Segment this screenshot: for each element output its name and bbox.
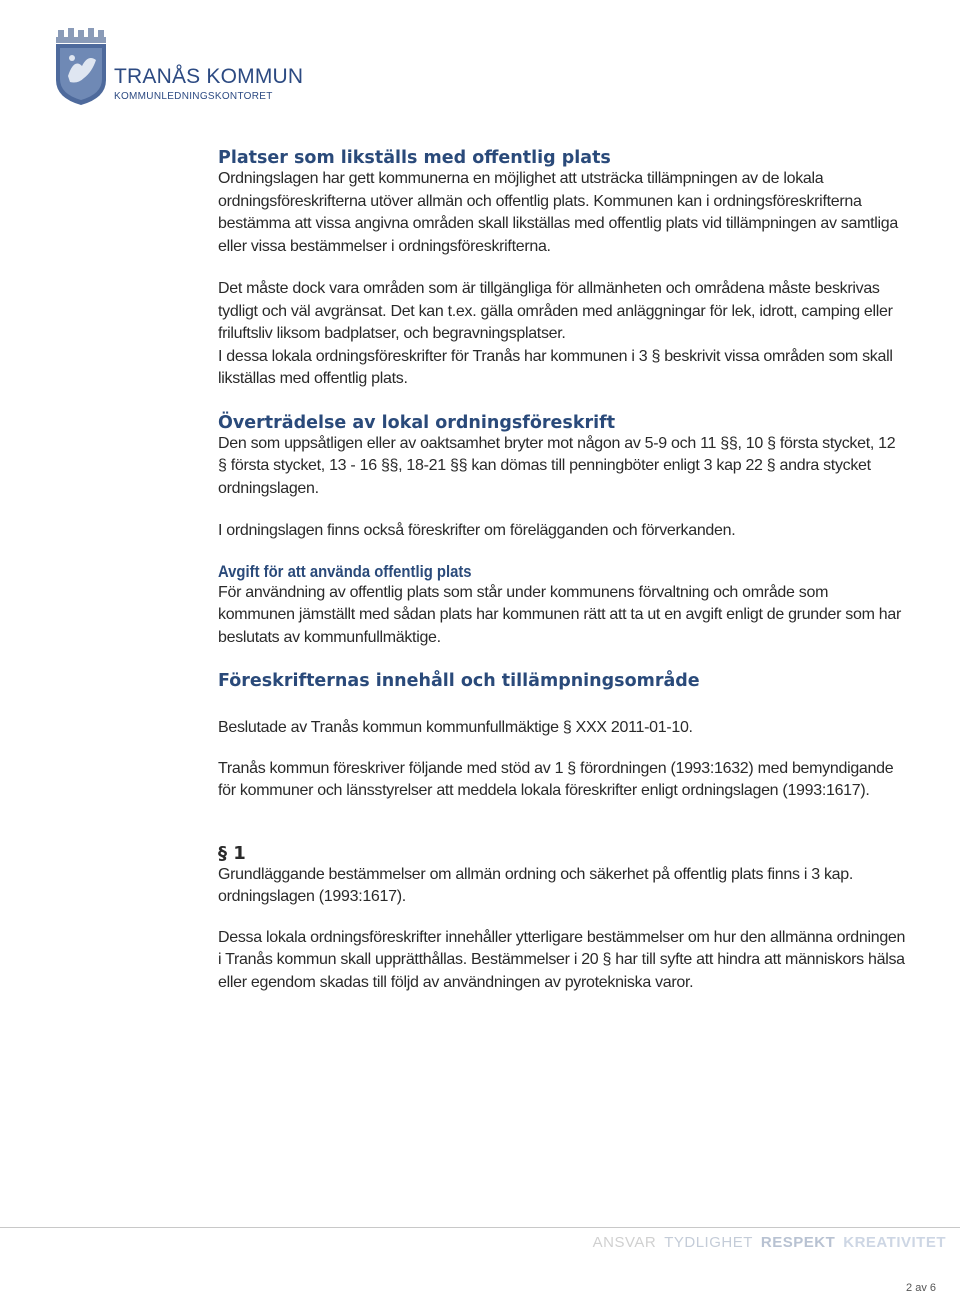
section-heading-avgift: Avgift för att använda offentlig plats [218, 562, 472, 581]
paragraph-overtradelse-2: I ordningslagen finns också föreskrifter om förelägganden och förverkanden. [218, 522, 736, 539]
paragraph-overtradelse-1: Den som uppsåtligen eller av oaktsamhet bryter mot någon av 5-9 och 11 §§, 10 § första stycket, 12 § första stycket, 13 - 16 §§, 18-21 §§ kan dömas till penningböter enligt 3 kap 22 § andra stycket ordningslagen. [218, 434, 896, 497]
paragraph-platser-2: Det måste dock vara områden som är tillgängliga för allmänheten och områdena måste beskrivas tydligt och väl avgränsat. Det kan t.ex. gälla områden med anläggningar för lek, idrott, camping eller friluftsliv liksom badplatser, och begravningsplatser. [218, 280, 893, 342]
paragraph-number-1: § 1 [218, 842, 246, 864]
paragraph-foreskrifternas-1: Beslutade av Tranås kommun kommunfullmäktige § XXX 2011-01-10. [218, 719, 693, 736]
section-heading-overtradelse: Överträdelse av lokal ordningsföreskrift [218, 412, 616, 433]
footer-motto [585, 1234, 946, 1251]
paragraph-foreskrifternas-2: Tranås kommun föreskriver följande med stöd av 1 § förordningen (1993:1632) med bemyndigande för kommuner och länsstyrelser att meddela lokala föreskrifter enligt ordningslagen (1993:1617). [218, 759, 894, 799]
motto-word-tydlighet: TYDLIGHET [664, 1234, 753, 1251]
motto-word-kreativitet: KREATIVITET [843, 1234, 946, 1251]
section-heading-foreskrifternas: Föreskrifternas innehåll och tillämpningsområde [218, 671, 700, 691]
footer-divider [0, 1227, 960, 1228]
letterhead [52, 28, 372, 108]
motto-word-respekt: RESPEKT [760, 1234, 836, 1251]
document-body [218, 148, 908, 994]
paragraph-avgift-1: För användning av offentlig plats som står under kommunens förvaltning och område som kommunen jämställt med sådan plats har kommunen rätt att ta ut en avgift enligt de grunder som har beslutats av kommunfullmäktige. [218, 583, 901, 646]
coat-of-arms-logo [52, 28, 108, 106]
paragraph-1-text-2: Dessa lokala ordningsföreskrifter innehåller ytterligare bestämmelser om hur den allmänna ordningen i Tranås kommun skall upprätthållas. Bestämmelser i 20 § har till syfte att hindra att människors hälsa eller egendom skadas till följd av användningen av pyrotekniska varor. [218, 928, 906, 991]
department-name: KOMMUNLEDNINGSKONTORET [114, 91, 273, 102]
page-number: 2 av 6 [906, 1282, 936, 1294]
paragraph-1-text-1: Grundläggande bestämmelser om allmän ordning och säkerhet på offentlig plats finns i 3 kap. ordningslagen (1993:1617). [218, 865, 854, 905]
paragraph-platser-3: I dessa lokala ordningsföreskrifter för Tranås har kommunen i 3 § beskrivit vissa områden som skall likställas med offentlig plats. [218, 347, 893, 387]
paragraph-platser-1: Ordningslagen har gett kommunerna en möjlighet att utsträcka tillämpningen av de lokala ordningsföreskrifterna utöver allmän och offentlig plats. Kommunen kan i ordningsföreskrifterna bestämma att vissa angivna områden skall likställas med offentlig plats vid tillämpningen av samtliga eller vissa bestämmelser i ordningsföreskrifterna. [218, 170, 898, 255]
section-heading-platser: Platser som likställs med offentlig plats [218, 148, 611, 168]
motto-word-ansvar: ANSVAR [592, 1234, 657, 1251]
organization-name: TRANÅS KOMMUN [114, 65, 304, 88]
